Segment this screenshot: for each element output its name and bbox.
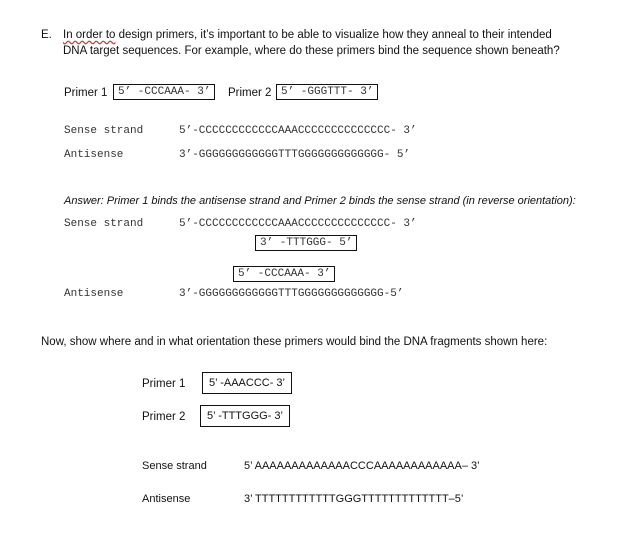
example-primer1-box: 5’ -CCCAAA- 3’ [113,84,215,100]
example-sense-seq: 5’-CCCCCCCCCCCCAAACCCCCCCCCCCCCC- 3’ [179,125,417,137]
question-line-2: DNA target sequences. For example, where do these primers bind the sequence shown beneath? [63,45,560,57]
answer-sense-label: Sense strand [64,218,144,230]
example-primer2-box: 5’ -GGGTTT- 3’ [276,84,378,100]
question-line-1-rest: design primers, it’s important to be able to visualize how they anneal to their intended [115,29,552,41]
example-sense-label: Sense strand [64,125,144,137]
answer-sense-seq: 5’-CCCCCCCCCCCCAAACCCCCCCCCCCCCC- 3’ [179,218,417,230]
task-prompt: Now, show where and in what orientation these primers would bind the DNA fragments shown here: [41,336,548,348]
example-antisense-seq: 3’-GGGGGGGGGGGGTTTGGGGGGGGGGGGG- 5’ [179,149,411,161]
underlined-phrase: In order to [63,29,116,41]
task-sense-seq: 5’ AAAAAAAAAAAAACCCAAAAAAAAAAAA– 3’ [244,460,480,472]
answer-antisense-label: Antisense [64,288,124,300]
example-primer2-label: Primer 2 [228,87,272,99]
example-antisense-label: Antisense [64,149,124,161]
task-sense-label: Sense strand [142,460,207,472]
task-antisense-seq: 3’ TTTTTTTTTTTTGGGTTTTTTTTTTTTT–5’ [244,493,464,505]
answer-text: Answer: Primer 1 binds the antisense strand and Primer 2 binds the sense strand (in reverse orientation): [64,195,576,207]
task-primer1-label: Primer 1 [142,378,186,390]
answer-primer1-box: 5’ -CCCAAA- 3’ [233,266,335,282]
task-primer2-label: Primer 2 [142,411,186,423]
answer-primer2-box: 3’ -TTTGGG- 5’ [255,235,357,251]
task-primer2-box: 5’ -TTTGGG- 3’ [200,405,290,427]
task-primer1-box: 5’ -AAACCC- 3’ [202,372,292,394]
question-line-1 [63,29,552,41]
question-letter: E. [41,29,52,41]
example-primer1-label: Primer 1 [64,87,108,99]
task-antisense-label: Antisense [142,493,191,505]
answer-antisense-seq: 3’-GGGGGGGGGGGGTTTGGGGGGGGGGGGG-5’ [179,288,404,300]
